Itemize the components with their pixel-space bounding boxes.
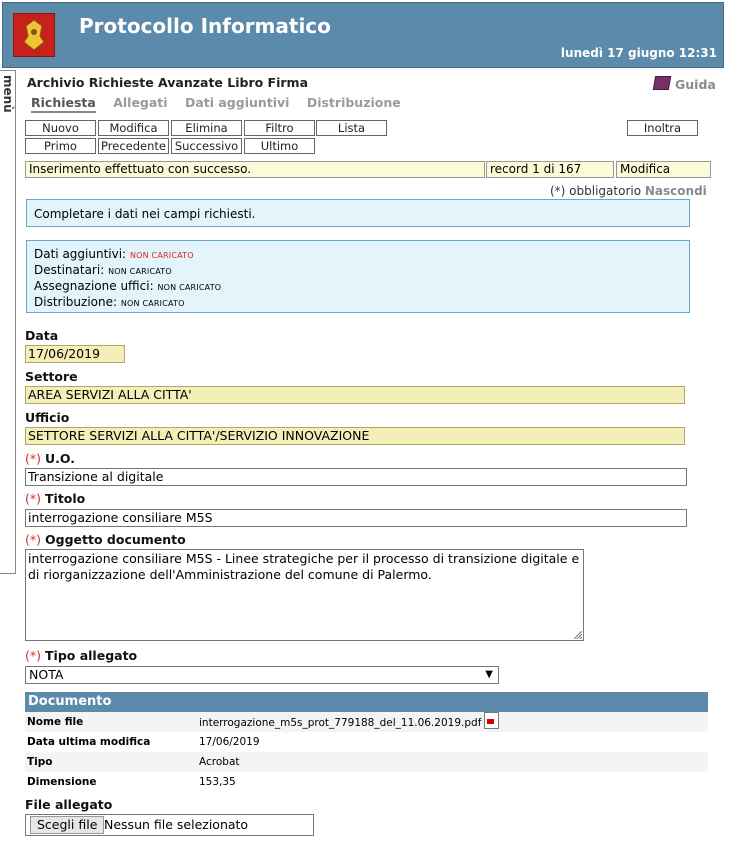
tipo-allegato-label bbox=[25, 648, 137, 663]
uo-input[interactable]: Transizione al digitale bbox=[25, 468, 687, 486]
required-mark: (*) bbox=[25, 648, 42, 663]
link-status: NON CARICATO bbox=[108, 267, 172, 276]
file-allegato-label: File allegato bbox=[25, 797, 113, 812]
titolo-input[interactable]: interrogazione consiliare M5S bbox=[25, 509, 687, 527]
settore-label: Settore bbox=[25, 369, 78, 384]
doc-value: 153,35 bbox=[199, 776, 236, 788]
link-distribuzione[interactable] bbox=[34, 295, 682, 311]
file-upload bbox=[25, 814, 314, 836]
book-icon bbox=[653, 76, 671, 90]
required-mark: (*) bbox=[25, 451, 42, 466]
nuovo-button[interactable]: Nuovo bbox=[25, 120, 96, 136]
modifica-button[interactable]: Modifica bbox=[98, 120, 169, 136]
related-data-box bbox=[26, 240, 690, 313]
tipo-label-text: Tipo allegato bbox=[45, 648, 138, 663]
tab-bar bbox=[31, 95, 414, 110]
link-status: NON CARICATO bbox=[129, 251, 194, 260]
doc-value bbox=[197, 712, 708, 732]
doc-key: Tipo bbox=[27, 756, 53, 768]
link-label: Dati aggiuntivi: bbox=[34, 247, 127, 261]
page-title: Archivio Richieste Avanzate Libro Firma bbox=[27, 75, 309, 90]
inoltra-button[interactable]: Inoltra bbox=[627, 120, 698, 136]
choose-file-button[interactable]: Scegli file bbox=[30, 816, 104, 834]
ufficio-label: Ufficio bbox=[25, 410, 70, 425]
side-menu-toggle[interactable] bbox=[0, 70, 16, 574]
menu-label: menù bbox=[1, 75, 15, 113]
documento-header: Documento bbox=[25, 692, 708, 712]
ultimo-button[interactable]: Ultimo bbox=[244, 138, 315, 154]
table-row bbox=[25, 772, 708, 792]
settore-field: AREA SERVIZI ALLA CITTA' bbox=[25, 386, 685, 404]
required-note bbox=[550, 184, 707, 198]
chevron-down-icon: ▼ bbox=[485, 669, 493, 680]
oggetto-label-text: Oggetto documento bbox=[45, 532, 186, 547]
link-assegnazione-uffici[interactable] bbox=[34, 279, 682, 295]
uo-label bbox=[25, 451, 75, 466]
table-row bbox=[25, 732, 708, 752]
link-status: NON CARICATO bbox=[120, 299, 185, 308]
doc-key: Dimensione bbox=[27, 776, 97, 788]
help-link[interactable] bbox=[654, 76, 716, 92]
oggetto-label bbox=[25, 532, 186, 547]
required-note-text: (*) obbligatorio bbox=[550, 184, 642, 198]
tipo-allegato-select[interactable] bbox=[25, 666, 499, 684]
elimina-button[interactable]: Elimina bbox=[171, 120, 242, 136]
link-label: Assegnazione uffici: bbox=[34, 279, 154, 293]
doc-value: 17/06/2019 bbox=[199, 736, 260, 748]
oggetto-text: interrogazione consiliare M5S - Linee strategiche per il processo di transizione digitale e di riorganizzazione dell'Amministrazione del comune di Palermo. bbox=[28, 551, 580, 582]
municipality-logo bbox=[13, 13, 55, 57]
tab-richiesta[interactable]: Richiesta bbox=[31, 95, 96, 113]
tipo-allegato-value: NOTA bbox=[29, 667, 64, 682]
pdf-icon[interactable] bbox=[484, 712, 499, 729]
table-row bbox=[25, 712, 708, 732]
required-mark: (*) bbox=[25, 532, 42, 547]
successivo-button[interactable]: Successivo bbox=[171, 138, 242, 154]
tab-distribuzione[interactable]: Distribuzione bbox=[306, 95, 401, 110]
link-dati-aggiuntivi[interactable] bbox=[34, 247, 682, 263]
hide-link[interactable]: Nascondi bbox=[644, 184, 707, 198]
app-title: Protocollo Informatico bbox=[79, 14, 331, 38]
resize-handle-icon[interactable] bbox=[574, 631, 582, 639]
link-status: NON CARICATO bbox=[157, 283, 222, 292]
oggetto-textarea[interactable] bbox=[25, 549, 584, 641]
link-label: Destinatari: bbox=[34, 263, 105, 277]
doc-key: Data ultima modifica bbox=[27, 736, 151, 748]
app-header bbox=[2, 2, 724, 68]
precedente-button[interactable]: Precedente bbox=[98, 138, 169, 154]
link-label: Distribuzione: bbox=[34, 295, 118, 309]
link-destinatari[interactable] bbox=[34, 263, 682, 279]
edit-mode: Modifica bbox=[616, 161, 711, 178]
doc-value: Acrobat bbox=[199, 756, 240, 768]
doc-key: Nome file bbox=[27, 716, 84, 728]
ufficio-field: SETTORE SERVIZI ALLA CITTA'/SERVIZIO INNOVAZIONE bbox=[25, 427, 685, 445]
record-counter: record 1 di 167 bbox=[486, 161, 614, 178]
primo-button[interactable]: Primo bbox=[25, 138, 96, 154]
tab-allegati[interactable]: Allegati bbox=[113, 95, 168, 110]
help-label: Guida bbox=[675, 77, 716, 92]
file-name-link[interactable]: interrogazione_m5s_prot_779188_del_11.06.2019.pdf bbox=[199, 717, 482, 729]
uo-label-text: U.O. bbox=[45, 451, 76, 466]
tab-dati-aggiuntivi[interactable]: Dati aggiuntivi bbox=[184, 95, 290, 110]
status-message: Inserimento effettuato con successo. bbox=[25, 161, 485, 178]
titolo-label bbox=[25, 491, 85, 506]
data-field: 17/06/2019 bbox=[25, 345, 125, 363]
data-label: Data bbox=[25, 328, 59, 343]
titolo-label-text: Titolo bbox=[45, 491, 86, 506]
current-datetime: lunedì 17 giugno 12:31 bbox=[560, 46, 717, 60]
required-mark: (*) bbox=[25, 491, 42, 506]
lista-button[interactable]: Lista bbox=[316, 120, 387, 136]
no-file-text: Nessun file selezionato bbox=[104, 817, 249, 832]
table-row bbox=[25, 752, 708, 772]
filtro-button[interactable]: Filtro bbox=[244, 120, 315, 136]
info-message: Completare i dati nei campi richiesti. bbox=[26, 199, 690, 227]
